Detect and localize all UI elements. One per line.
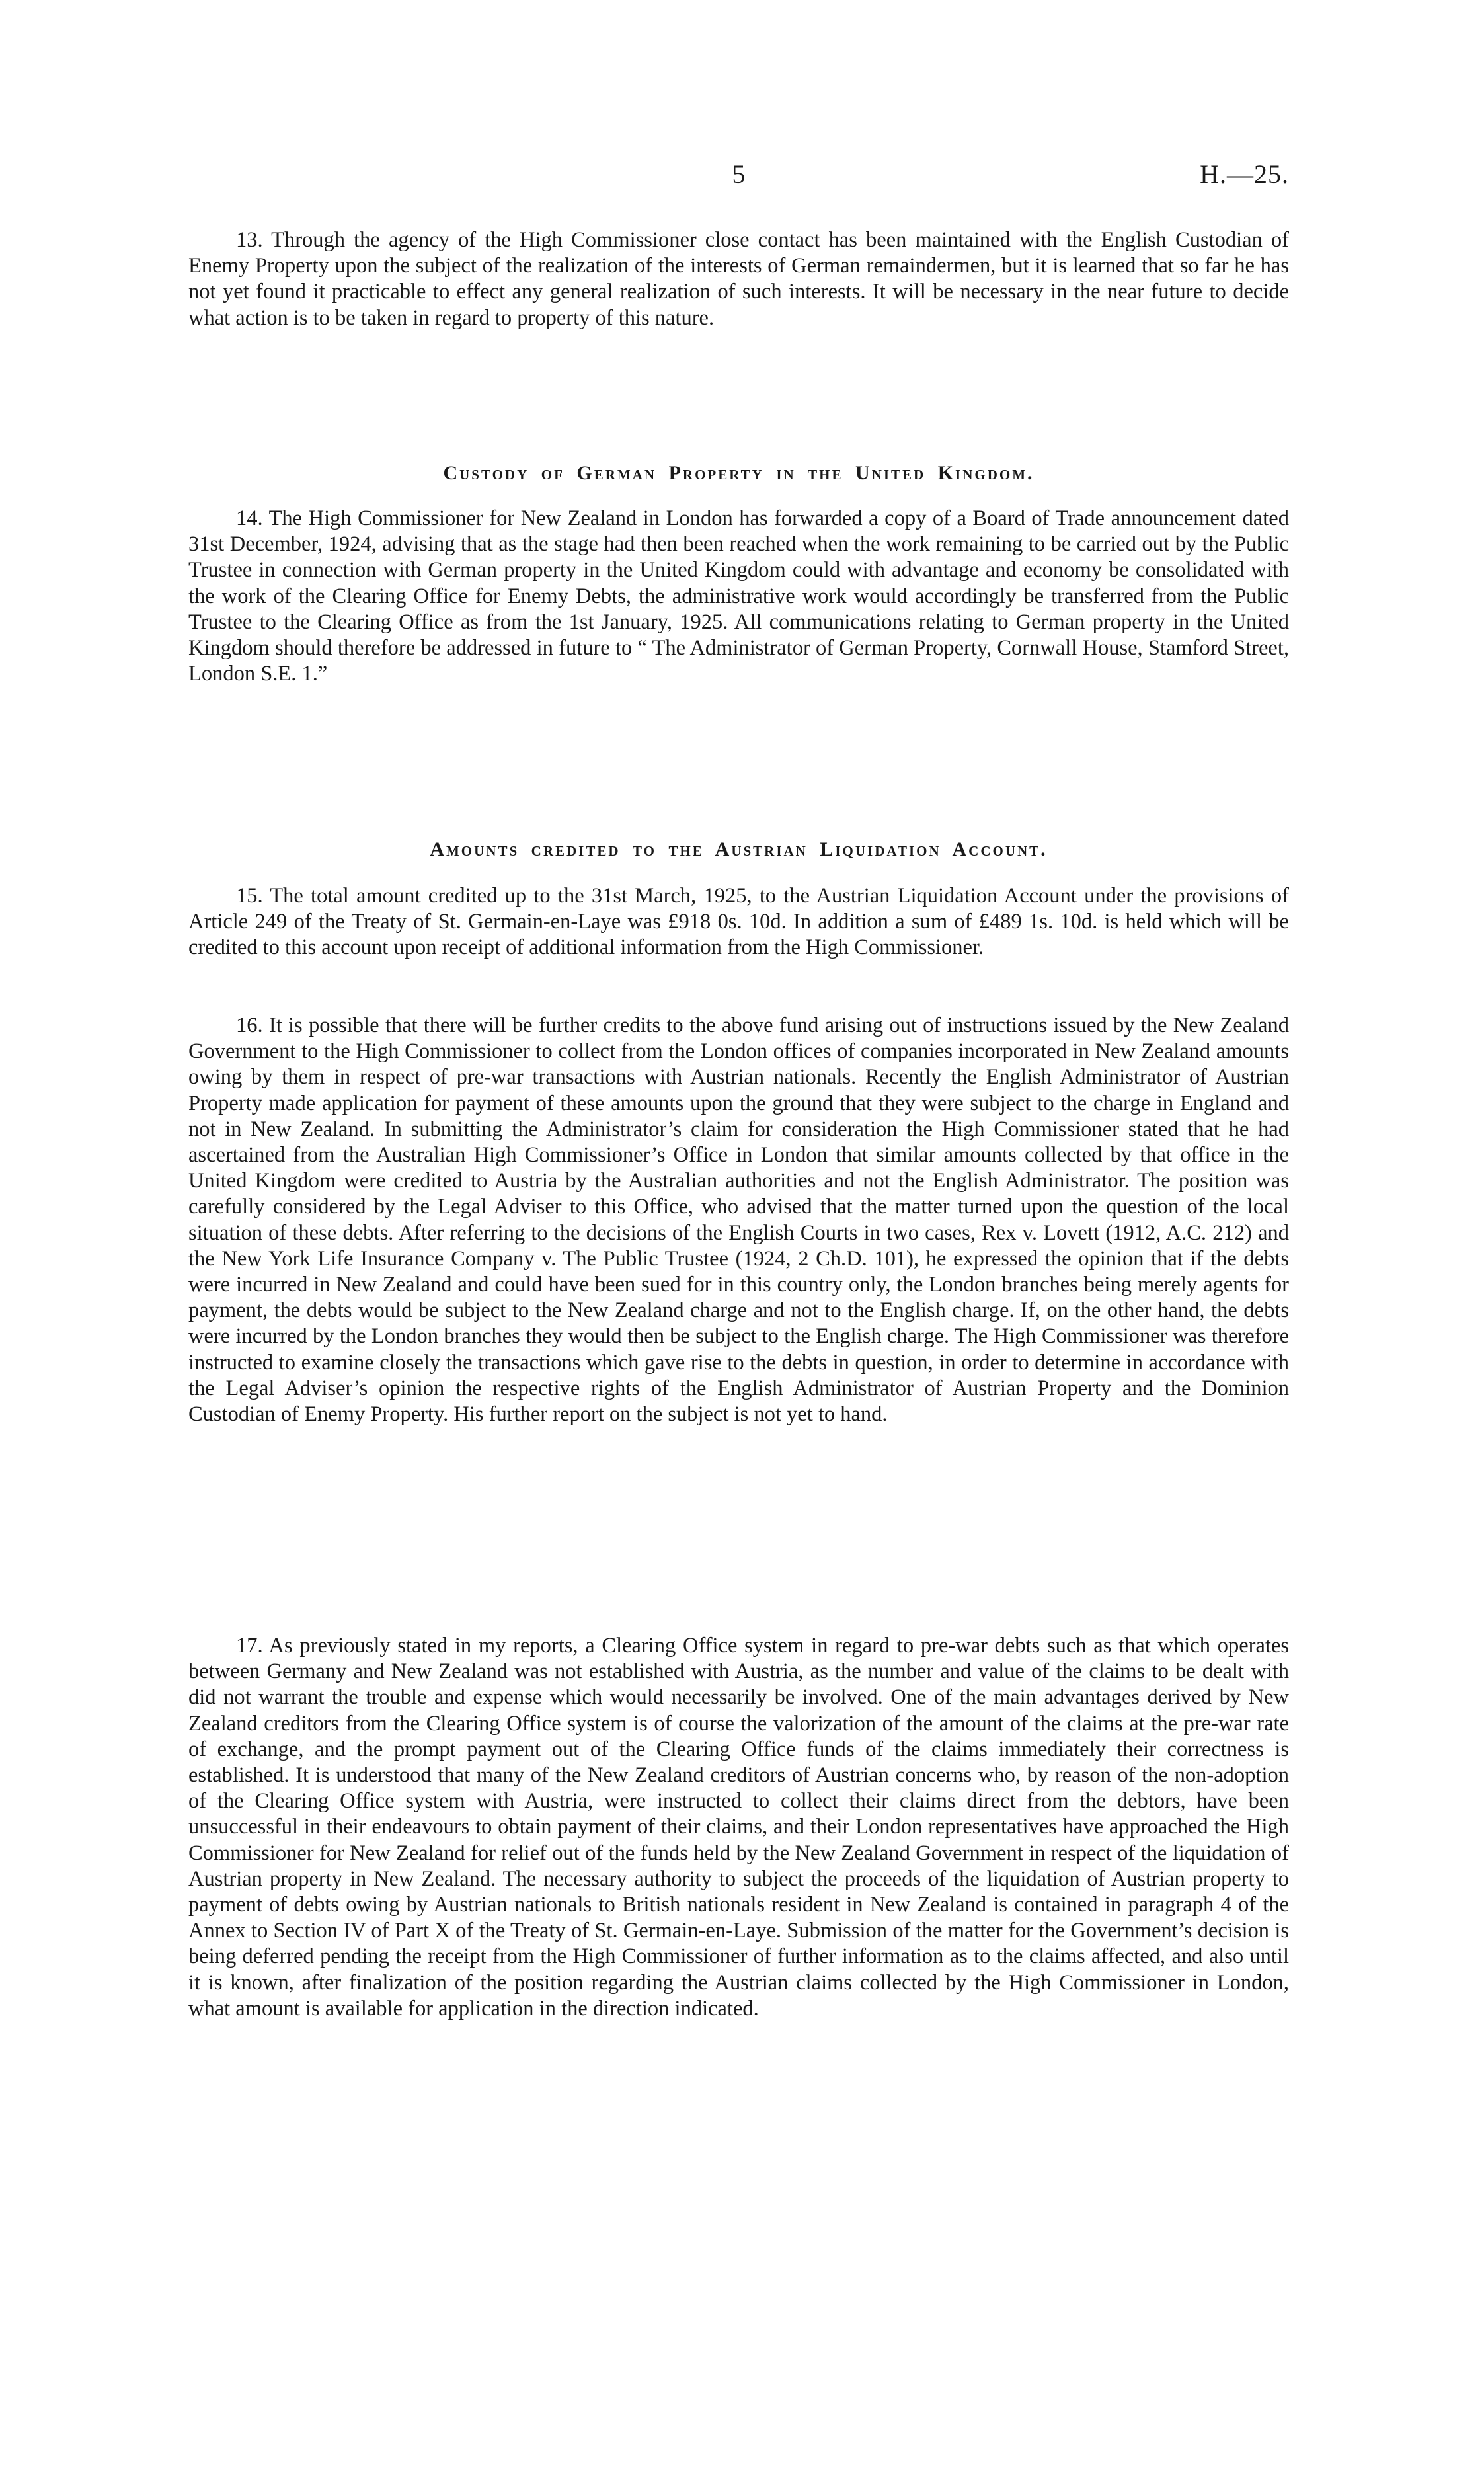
document-page bbox=[188, 0, 1289, 2476]
section-heading-custody-german-property: Custody of German Property in the United Kingdom. bbox=[443, 462, 1035, 484]
document-reference: H.—25. bbox=[1200, 159, 1289, 189]
paragraph-16: 16. It is possible that there will be further credits to the above fund arising out of instructions issued by the New Zealand Government to the High Commissioner to collect from the London offices of companies incorporated in New Zealand amounts owing by them in respect of pre-war transactions with Austrian nationals. Recently the English Administrator of Austrian Property made application for payment of these amounts upon the ground that they were subject to the charge in England and not in New Zealand. In submitting the Administrator’s claim for consideration the High Commissioner stated that he had ascertained from the Australian High Commissioner’s Office in London that similar amounts collected by that office in the United Kingdom were credited to Austria by the Australian authorities and not the English Administrator. The position was carefully considered by the Legal Adviser to this Office, who advised that the matter turned upon the question of the local situation of these debts. After referring to the decisions of the English Courts in two cases, Rex v. Lovett (1912, A.C. 212) and the New York Life Insurance Company v. The Public Trustee (1924, 2 Ch.D. 101), he expressed the opinion that if the debts were incurred in New Zealand and could have been sued for in this country only, the London branches being merely agents for payment, the debts would be subject to the New Zealand charge and not to the English charge. If, on the other hand, the debts were incurred by the London branches they would then be subject to the English charge. The High Commissioner was therefore instructed to examine closely the transactions which gave rise to the debts in question, in order to determine in accordance with the Legal Adviser’s opinion the respective rights of the English Administrator of Austrian Property and the Dominion Custodian of Enemy Property. His further report on the subject is not yet to hand. bbox=[188, 1014, 1289, 1427]
section-heading-austrian-liquidation-account: Amounts credited to the Austrian Liquidation Account. bbox=[430, 838, 1048, 860]
page-number: 5 bbox=[732, 159, 746, 189]
paragraph-14: 14. The High Commissioner for New Zealand in London has forwarded a copy of a Board of Trade announcement dated 31st December, 1924, advising that as the stage had then been reached when the work remaining to be carried out by the Public Trustee in connection with German property in the United Kingdom could with advantage and economy be consolidated with the work of the Clearing Office for Enemy Debts, the administrative work would accordingly be transferred from the Public Trustee to the Clearing Office as from the 1st January, 1925. All communications relating to German property in the United Kingdom should therefore be addressed in future to “ The Administrator of German Property, Cornwall House, Stamford Street, London S.E. 1.” bbox=[188, 506, 1289, 686]
page-header bbox=[188, 159, 1289, 198]
paragraph-13: 13. Through the agency of the High Commissioner close contact has been maintained with the English Custodian of Enemy Property upon the subject of the realization of the interests of German remaindermen, but it is learned that so far he has not yet found it practicable to effect any general realization of such interests. It will be necessary in the near future to decide what action is to be taken in regard to property of this nature. bbox=[188, 228, 1289, 330]
paragraph-15: 15. The total amount credited up to the 31st March, 1925, to the Austrian Liquidation Account under the provisions of Article 249 of the Treaty of St. Germain-en-Laye was £918 0s. 10d. In addition a sum of £489 1s. 10d. is held which will be credited to this account upon receipt of additional information from the High Commissioner. bbox=[188, 884, 1289, 960]
paragraph-17: 17. As previously stated in my reports, a Clearing Office system in regard to pre-war debts such as that which operates between Germany and New Zealand was not established with Austria, as the number and value of the claims to be dealt with did not warrant the trouble and expense which would necessarily be involved. One of the main advantages derived by New Zealand creditors from the Clearing Office system is of course the valorization of the amount of the claims at the pre-war rate of exchange, and the prompt payment out of the Clearing Office funds of the claims immediately their correctness is established. It is understood that many of the New Zealand creditors of Austrian concerns who, by reason of the non-adoption of the Clearing Office system with Austria, were instructed to collect their claims direct from the debtors, have been unsuccessful in their endeavours to obtain payment of their claims, and their London representatives have approached the High Commissioner for New Zealand for relief out of the funds held by the New Zealand Government in respect of the liquidation of Austrian property in New Zealand. The necessary authority to subject the proceeds of the liquidation of Austrian property to payment of debts owing by Austrian nationals to British nationals resident in New Zealand is contained in paragraph 4 of the Annex to Section IV of Part X of the Treaty of St. Germain-en-Laye. Submission of the matter for the Government’s decision is being deferred pending the receipt from the High Commissioner of further information as to the claims affected, and also until it is known, after finalization of the position regarding the Austrian claims collected by the High Commissioner in London, what amount is available for application in the direction indicated. bbox=[188, 1634, 1289, 2020]
